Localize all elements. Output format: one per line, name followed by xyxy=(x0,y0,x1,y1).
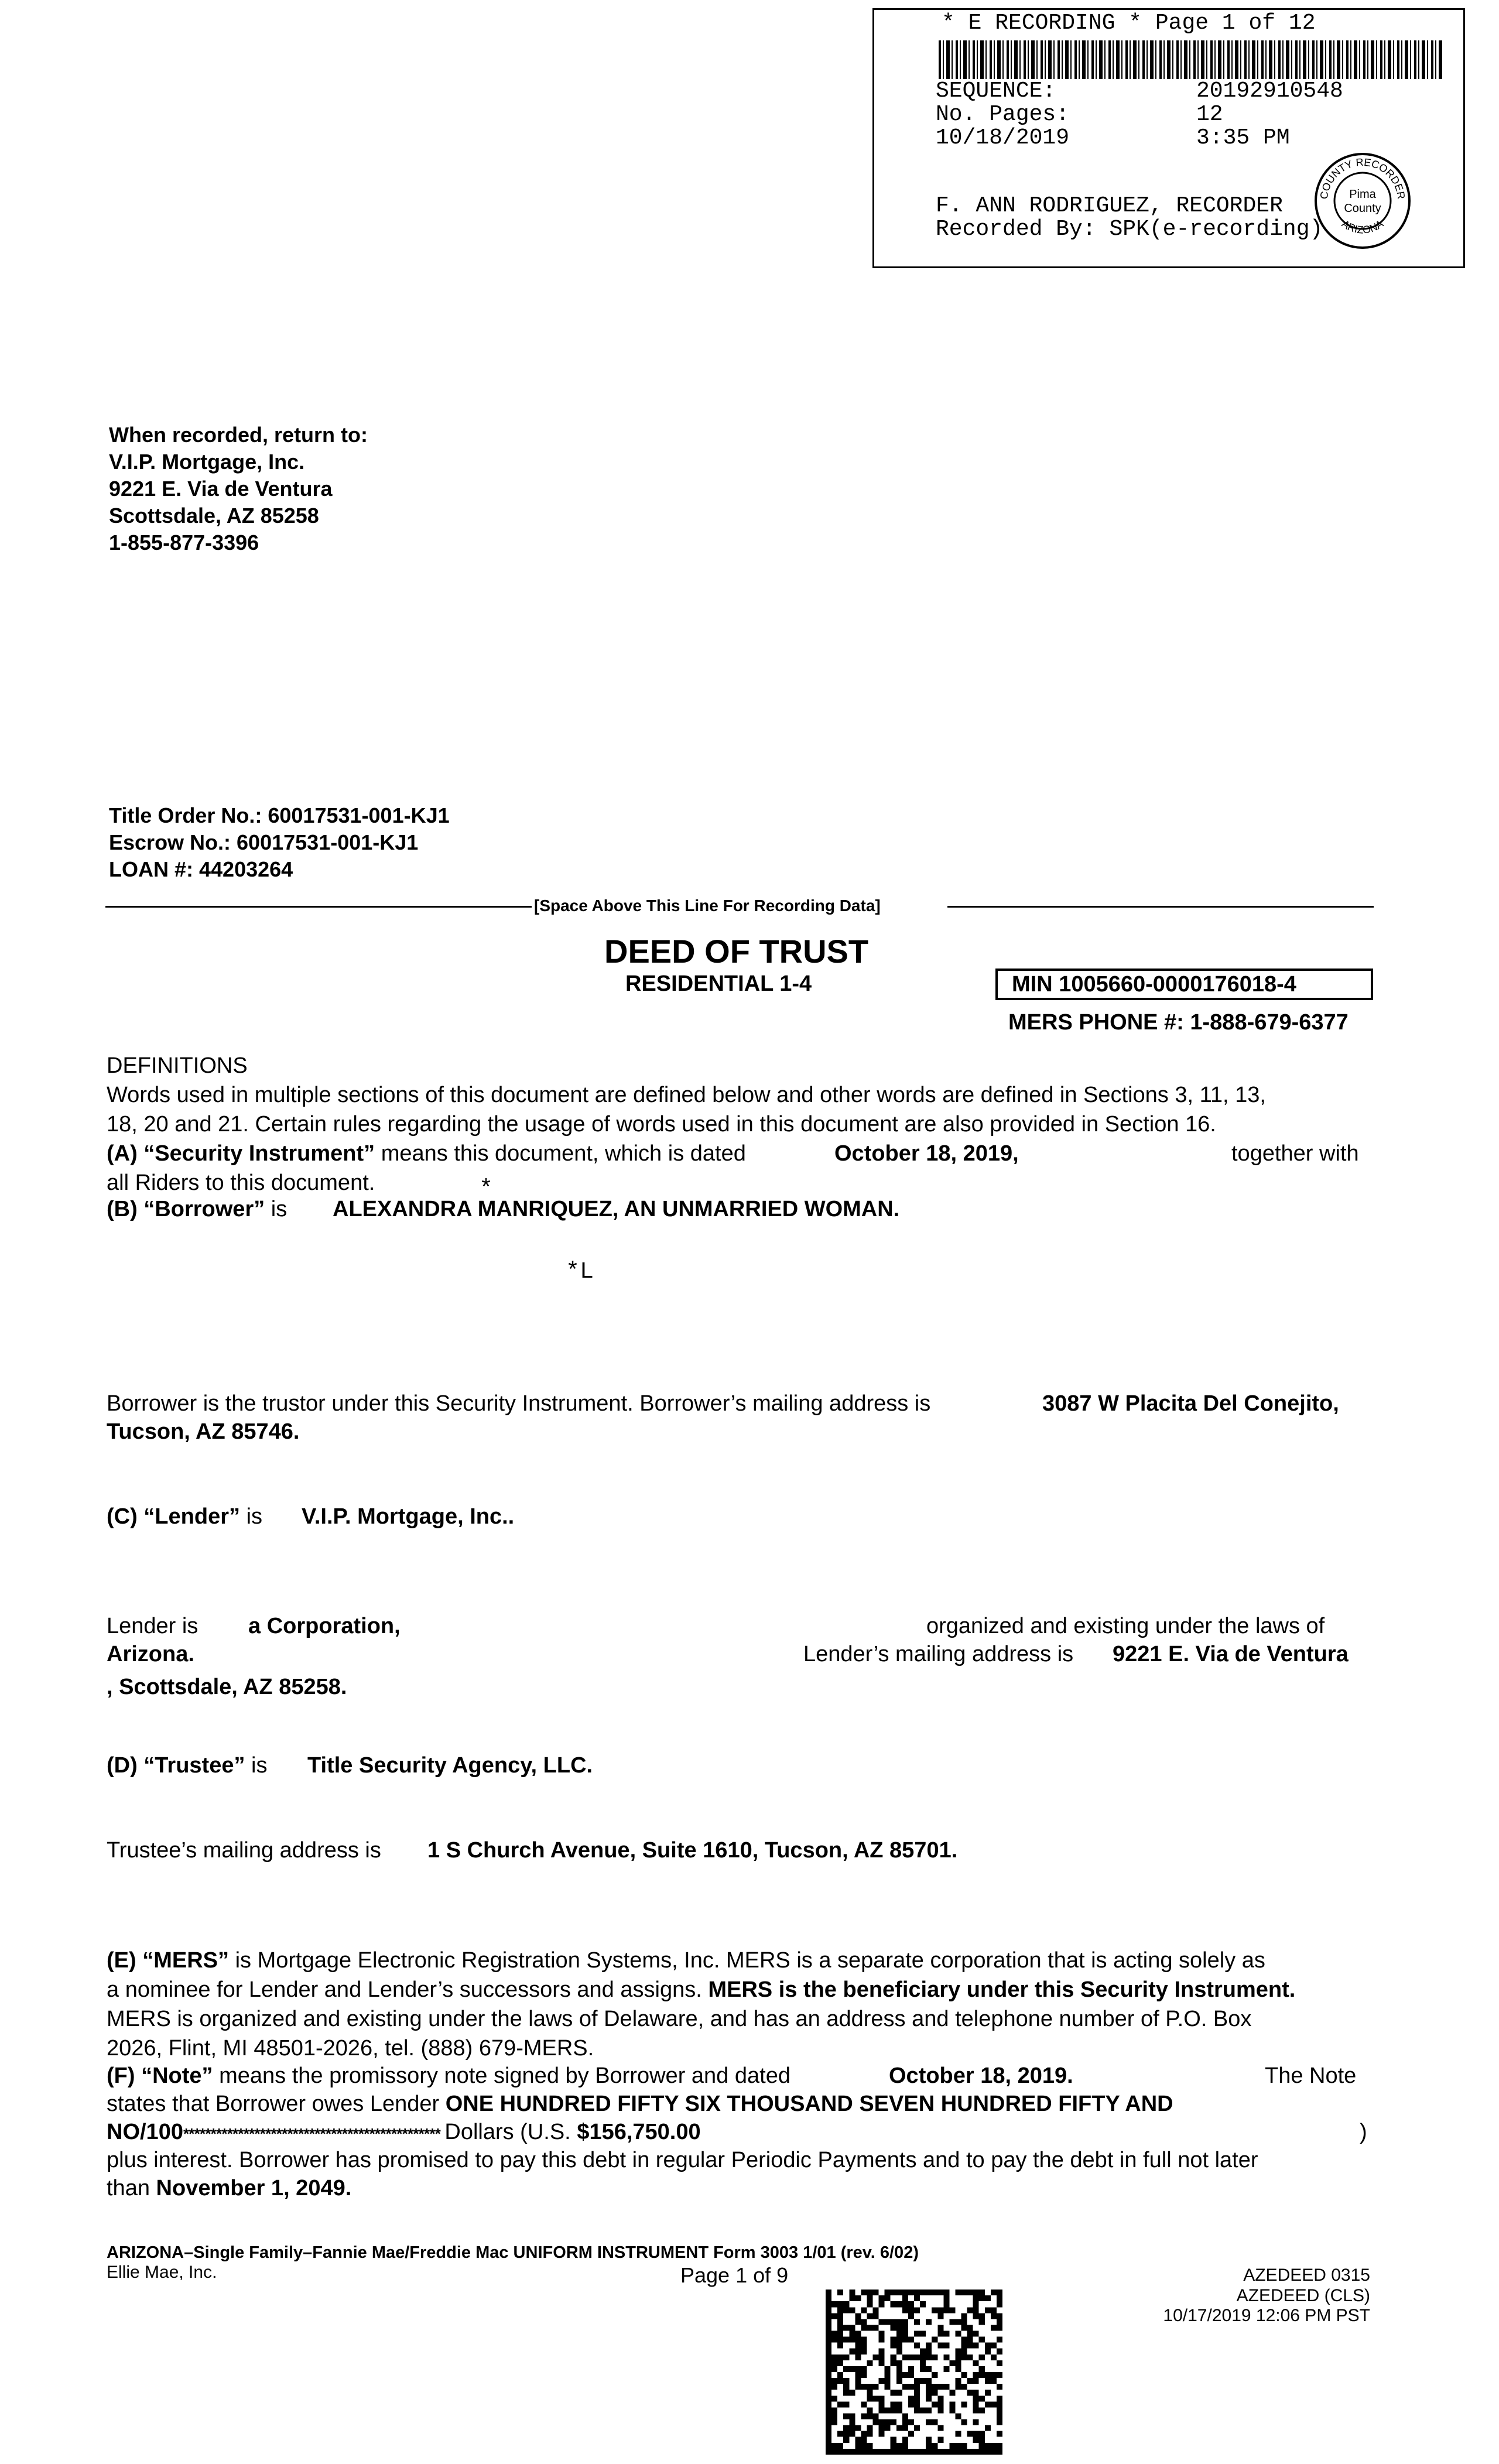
borrower-address-line-1: 3087 W Placita Del Conejito, xyxy=(1042,1391,1339,1416)
return-to-street: 9221 E. Via de Ventura xyxy=(109,477,333,501)
trustee-address: 1 S Church Avenue, Suite 1610, Tucson, AZ 85701. xyxy=(427,1838,958,1863)
recorder-name: F. ANN RODRIGUEZ, RECORDER xyxy=(936,193,1283,218)
title-order-number: Title Order No.: 60017531-001-KJ1 xyxy=(109,803,450,827)
definition-f-line-1 xyxy=(107,2061,790,2090)
mers-phone: MERS PHONE #: 1-888-679-6377 xyxy=(1008,1010,1349,1035)
definition-e-line-2-a: a nominee for Lender and Lender’s successors and assigns. xyxy=(107,1977,702,2002)
lender-city: , Scottsdale, AZ 85258. xyxy=(107,1675,347,1699)
lender-type: a Corporation, xyxy=(248,1614,401,1638)
note-date: October 18, 2019. xyxy=(889,2063,1073,2088)
definition-f-line-4: plus interest. Borrower has promised to pay this debt in regular Periodic Payments and to pay the debt in full not later xyxy=(107,2148,1258,2172)
sequence-value: 20192910548 xyxy=(1196,78,1343,104)
definition-a-line-2: all Riders to this document. xyxy=(107,1171,375,1195)
definitions-intro-line-2: 18, 20 and 21. Certain rules regarding the usage of words used in this document are also provided in Section 16. xyxy=(107,1112,1216,1137)
definition-f-text: means the promissory note signed by Borrower and dated xyxy=(219,2063,790,2088)
borrower-name: ALEXANDRA MANRIQUEZ, AN UNMARRIED WOMAN. xyxy=(333,1197,900,1221)
separator-label: [Space Above This Line For Recording Data] xyxy=(534,896,881,915)
sequence-label: SEQUENCE: xyxy=(936,78,1056,104)
footer-vendor: Ellie Mae, Inc. xyxy=(107,2263,217,2282)
definition-e-line-2 xyxy=(107,1975,1295,2004)
lender-is-text: Lender is xyxy=(107,1614,199,1638)
lender-state: Arizona. xyxy=(107,1642,194,1666)
note-dollars-text: Dollars (U.S. xyxy=(444,2120,571,2144)
footer-form-line: ARIZONA–Single Family–Fannie Mae/Freddie Mac UNIFORM INSTRUMENT Form 3003 1/01 (rev. 6/02) xyxy=(107,2243,919,2262)
definition-c-is: is xyxy=(246,1504,263,1529)
lender-name: V.I.P. Mortgage, Inc.. xyxy=(302,1504,515,1529)
definition-d-line xyxy=(107,1751,268,1780)
document-title: DEED OF TRUST xyxy=(604,933,869,970)
min-number: MIN 1005660-0000176018-4 xyxy=(1012,972,1296,997)
footer-timestamp: 10/17/2019 12:06 PM PST xyxy=(1163,2306,1370,2325)
footer-page-number: Page 1 of 9 xyxy=(680,2263,789,2287)
definition-e-line-2-b: MERS is the beneficiary under this Security Instrument. xyxy=(708,1977,1296,2002)
trustee-name: Title Security Agency, LLC. xyxy=(307,1753,593,1778)
definition-e-line-1 xyxy=(107,1946,1265,1975)
note-amount-close-paren: ) xyxy=(1360,2120,1367,2144)
min-box xyxy=(995,969,1373,1000)
lender-mailing-text: Lender’s mailing address is xyxy=(803,1642,1074,1666)
definition-a-tail: together with xyxy=(1231,1141,1359,1166)
lender-address: 9221 E. Via de Ventura xyxy=(1113,1642,1349,1666)
seal-center-2: County xyxy=(1344,202,1381,215)
definition-a-line-1 xyxy=(107,1139,746,1168)
document-subtitle: RESIDENTIAL 1-4 xyxy=(625,971,812,996)
borrower-star-mark: * xyxy=(479,1176,494,1203)
return-to-block xyxy=(109,422,368,556)
return-to-heading: When recorded, return to: xyxy=(109,423,368,447)
maturity-date: November 1, 2049. xyxy=(156,2176,352,2201)
definitions-heading: DEFINITIONS xyxy=(107,1053,248,1078)
seal-top-text: COUNTY RECORDER xyxy=(1317,156,1408,200)
separator-line-right xyxy=(947,906,1374,908)
note-amount-fill-stars: * * * * * * * * * * * * * * * * * * * * * * * * * * * * * * * * * * * * * * * * * * * * * * * xyxy=(183,2125,439,2143)
definition-b-line xyxy=(107,1195,287,1224)
borrower-initial-mark: *L xyxy=(566,1259,594,1285)
note-amount-cents: NO/100 xyxy=(107,2120,183,2144)
definition-f-line-3 xyxy=(107,2117,701,2148)
county-seal-icon xyxy=(1313,151,1412,251)
definition-a-label: (A) “Security Instrument” xyxy=(107,1141,375,1166)
definition-e-line-4: 2026, Flint, MI 48501-2026, tel. (888) 679-MERS. xyxy=(107,2036,594,2061)
definition-e-text: is Mortgage Electronic Registration Systems, Inc. MERS is a separate corporation that is acting solely as xyxy=(235,1948,1265,1973)
definitions-intro-line-1: Words used in multiple sections of this document are defined below and other words are defined in Sections 3, 11, 13, xyxy=(107,1083,1266,1107)
recording-date: 10/18/2019 xyxy=(936,125,1070,150)
definition-b-is: is xyxy=(271,1197,288,1221)
return-to-name: V.I.P. Mortgage, Inc. xyxy=(109,450,305,474)
order-info-block xyxy=(109,802,450,883)
recording-barcode xyxy=(939,40,1442,79)
loan-number: LOAN #: 44203264 xyxy=(109,857,293,881)
recording-time: 3:35 PM xyxy=(1196,125,1290,150)
note-amount-words: ONE HUNDRED FIFTY SIX THOUSAND SEVEN HUNDRED FIFTY AND xyxy=(445,2092,1173,2116)
note-amount-figure: $156,750.00 xyxy=(577,2120,701,2144)
definition-f-tail: The Note xyxy=(1265,2063,1357,2088)
footer-code-1: AZEDEED 0315 xyxy=(1243,2265,1370,2285)
return-to-city: Scottsdale, AZ 85258 xyxy=(109,504,319,528)
recording-page-line: * E RECORDING * Page 1 of 12 xyxy=(942,11,1316,36)
pages-value: 12 xyxy=(1196,102,1223,127)
definition-b-label: (B) “Borrower” xyxy=(107,1197,265,1221)
definition-a-text: means this document, which is dated xyxy=(381,1141,746,1166)
definitions-intro xyxy=(107,1051,1371,1139)
definition-f-line-5-a: than xyxy=(107,2176,150,2201)
lender-organized-text: organized and existing under the laws of xyxy=(926,1614,1325,1638)
escrow-number: Escrow No.: 60017531-001-KJ1 xyxy=(109,830,419,854)
document-2d-barcode xyxy=(826,2288,1002,2456)
seal-center-1: Pima xyxy=(1349,188,1376,201)
definition-c-line xyxy=(107,1502,262,1531)
definition-d-label: (D) “Trustee” xyxy=(107,1753,245,1778)
definition-f-line-5 xyxy=(107,2174,351,2203)
pages-label: No. Pages: xyxy=(936,102,1070,127)
definition-e-label: (E) “MERS” xyxy=(107,1948,229,1973)
definition-d-is: is xyxy=(251,1753,268,1778)
recorded-by: Recorded By: SPK(e-recording) xyxy=(936,217,1323,242)
definition-f-label: (F) “Note” xyxy=(107,2063,213,2088)
separator-line-left xyxy=(105,906,532,908)
return-to-phone: 1-855-877-3396 xyxy=(109,531,259,555)
borrower-address-line-2: Tucson, AZ 85746. xyxy=(107,1419,300,1444)
definition-a-date: October 18, 2019, xyxy=(834,1141,1019,1166)
footer-code-2: AZEDEED (CLS) xyxy=(1236,2286,1370,2305)
definition-f-line-2-a: states that Borrower owes Lender xyxy=(107,2092,440,2116)
definition-f-line-2 xyxy=(107,2089,1173,2119)
definition-c-label: (C) “Lender” xyxy=(107,1504,240,1529)
definition-e-line-3: MERS is organized and existing under the laws of Delaware, and has an address and telephone number of P.O. Box xyxy=(107,2007,1252,2031)
trustee-mailing-text: Trustee’s mailing address is xyxy=(107,1838,381,1863)
seal-bottom-text: ARIZONA xyxy=(1339,217,1386,236)
borrower-trustor-text: Borrower is the trustor under this Security Instrument. Borrower’s mailing address is xyxy=(107,1391,931,1416)
